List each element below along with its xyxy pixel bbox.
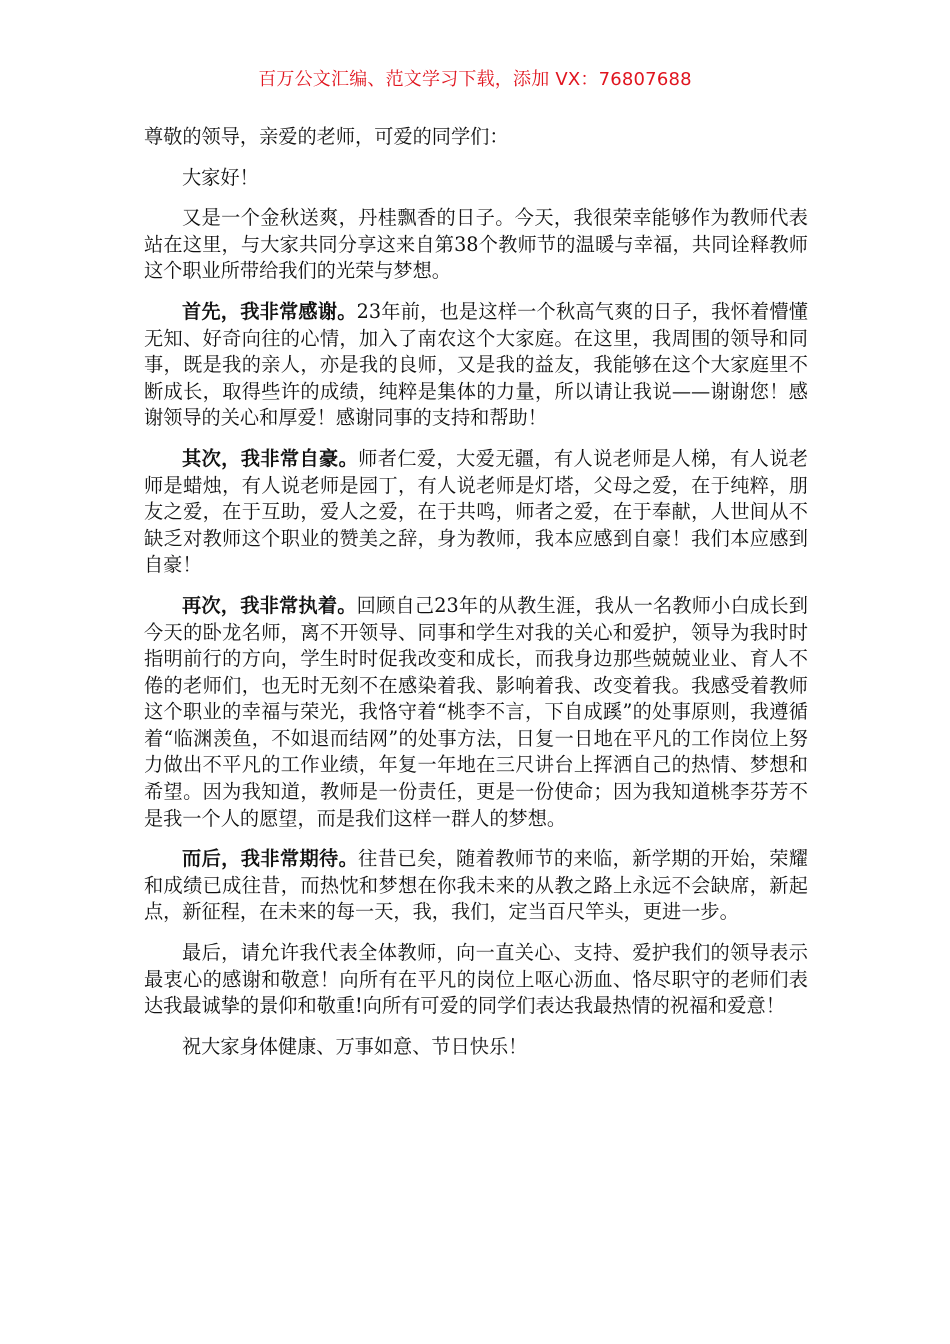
paragraph-opening <box>144 205 808 285</box>
paragraph-text: 又是一个金秋送爽，丹桂飘香的日子。今天，我很荣幸能够作为教师代表站在这里，与大家共同分享这来自第38个教师节的温暖与幸福，共同诠释教师这个职业所带给我们的光荣与梦想。 <box>144 206 808 283</box>
paragraph-lead: 其次，我非常自豪。 <box>182 446 359 470</box>
watermark-header: 百万公文汇编、范文学习下载，添加 VX：76807688 <box>258 69 692 90</box>
paragraph-text: 祝大家身体健康、万事如意、节日快乐！ <box>182 1034 528 1058</box>
paragraph-text: 回顾自己23年的从教生涯，我从一名教师小白成长到今天的卧龙名师，离不开领导、同事和学生对我的关心和爱护，领导为我时时指明前行的方向，学生时时促我改变和成长，而我身边那些兢兢业业、育人不倦的老师们，也无时无刻不在感染着我、影响着我、改变着我。我感受着教师这个职业的幸福与荣光，我恪守着“桃李不言，下自成蹊”的处事原则，我遵循着“临渊羡鱼，不如退而结网”的处事方法，日复一日地在平凡的工作岗位上努力做出不平凡的工作业绩，年复一年地在三尺讲台上挥洒自己的热情、梦想和希望。因为我知道，教师是一份责任，更是一份使命；因为我知道桃李芬芳不是我一个人的愿望，而是我们这样一群人的梦想。 <box>144 593 808 830</box>
paragraph-wishes <box>144 1034 808 1061</box>
paragraph-lead: 再次，我非常执着。 <box>182 593 357 617</box>
paragraph-pride <box>144 446 808 579</box>
paragraph-expectation <box>144 846 808 926</box>
salutation: 尊敬的领导，亲爱的老师，可爱的同学们： <box>144 125 509 148</box>
paragraph-text: 23年前，也是这样一个秋高气爽的日子，我怀着懵懂无知、好奇向往的心情，加入了南农这个大家庭。在这里，我周围的领导和同事，既是我的亲人，亦是我的良师，又是我的益友，我能够在这个大家庭里不断成长，取得些许的成绩，纯粹是集体的力量，所以请让我说——谢谢您！感谢领导的关心和厚爱！感谢同事的支持和帮助！ <box>144 299 808 430</box>
paragraph-persistence <box>144 593 808 832</box>
paragraph-closing <box>144 940 808 1020</box>
paragraph-thanks <box>144 299 808 432</box>
paragraph-lead: 而后，我非常期待。 <box>182 847 359 871</box>
letter-body <box>144 124 808 1074</box>
greeting: 大家好！ <box>182 165 259 189</box>
paragraph-text: 往昔已矣，随着教师节的来临，新学期的开始，荣耀和成绩已成往昔，而热忱和梦想在你我未来的从教之路上永远不会缺席，新起点，新征程，在未来的每一天，我，我们，定当百尺竿头，更进一步。 <box>144 847 808 924</box>
paragraph-text: 师者仁爱，大爱无疆，有人说老师是人梯，有人说老师是蜡烛，有人说老师是园丁，有人说老师是灯塔，父母之爱，在于纯粹，朋友之爱，在于互助，爱人之爱，在于共鸣，师者之爱，在于奉献，人世间从不缺乏对教师这个职业的赞美之辞，身为教师，我本应感到自豪！我们本应感到自豪！ <box>144 446 808 577</box>
paragraph-text: 最后，请允许我代表全体教师，向一直关心、支持、爱护我们的领导表示最衷心的感谢和敬意！向所有在平凡的岗位上呕心沥血、恪尽职守的老师们表达我最诚挚的景仰和敬重!向所有可爱的同学们表达我最热情的祝福和爱意！ <box>144 941 808 1018</box>
paragraph-lead: 首先，我非常感谢。 <box>182 299 357 323</box>
